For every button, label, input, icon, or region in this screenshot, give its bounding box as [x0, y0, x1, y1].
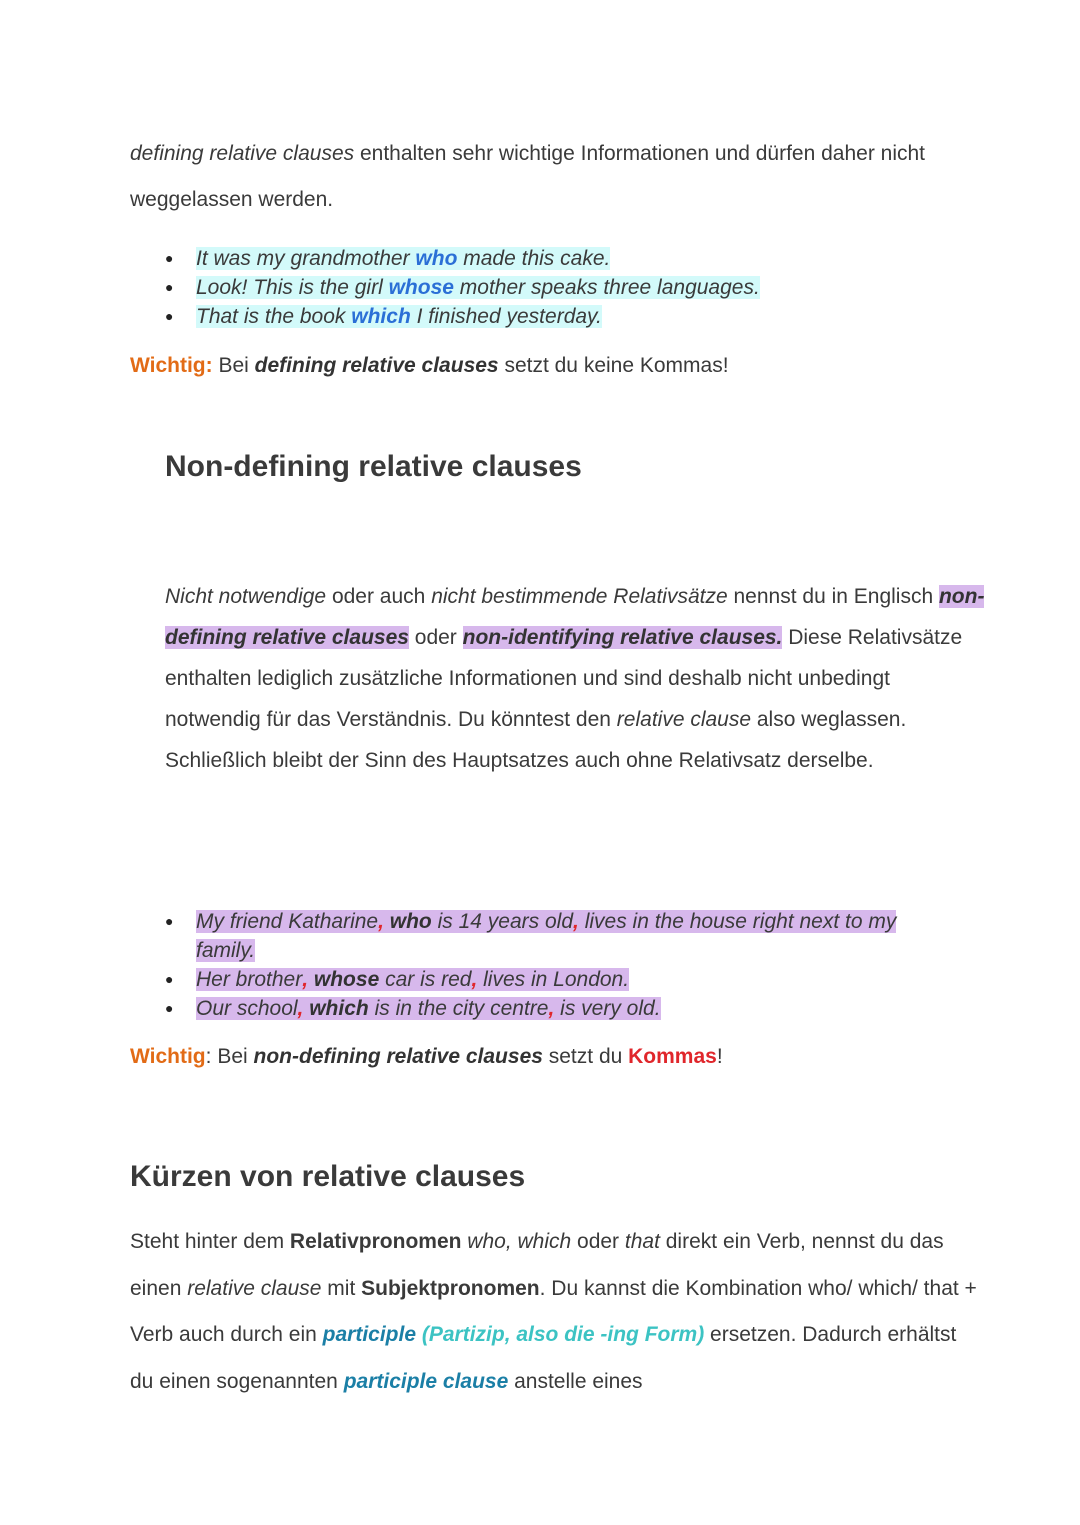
note-emphasis: Kommas — [628, 1045, 717, 1068]
participle-term: participle — [322, 1323, 417, 1346]
example-highlight — [196, 276, 760, 299]
example-highlight — [196, 247, 610, 270]
example-text: My friend Katharine — [196, 910, 379, 933]
wichtig-note-non-defining — [130, 1043, 723, 1071]
example-text: It was my grandmother — [196, 247, 416, 270]
relative-pronoun: which — [351, 305, 411, 328]
para-text: anstelle eines — [508, 1369, 643, 1393]
bold-term: Subjektpronomen — [361, 1276, 540, 1300]
example-text: is in the city centre — [368, 997, 549, 1020]
highlighted-term: non-identifying relative clauses. — [462, 626, 783, 649]
kuerzen-paragraph — [130, 1219, 980, 1405]
non-defining-paragraph — [165, 576, 985, 781]
comma-mark: , — [378, 910, 384, 933]
italic-term: relative clause — [187, 1276, 322, 1300]
example-text: is 14 years old — [431, 910, 574, 933]
example-highlight — [196, 910, 896, 962]
bullet-icon: ● — [165, 913, 174, 929]
comma-mark: , — [573, 910, 579, 933]
intro-term: defining relative clauses — [130, 142, 355, 165]
wichtig-note-defining — [130, 352, 729, 380]
note-text: : — [205, 1045, 212, 1068]
list-item — [130, 244, 760, 273]
wichtig-label: Wichtig — [130, 1045, 206, 1068]
comma-mark: , — [302, 968, 309, 991]
list-item — [130, 965, 960, 994]
example-highlight — [196, 305, 602, 328]
relative-pronoun: who — [383, 910, 432, 933]
bullet-icon: ● — [165, 279, 174, 295]
italic-term: who, which — [467, 1230, 572, 1253]
para-text: direkt ein Verb, nennst du das einen — [130, 1230, 944, 1300]
wichtig-label: Wichtig: — [130, 354, 213, 377]
example-text: Her brother — [196, 968, 303, 991]
relative-pronoun: whose — [308, 968, 380, 991]
comma-mark: , — [548, 997, 555, 1020]
example-text: I finished yesterday. — [410, 305, 602, 328]
example-text: lives in London. — [477, 968, 630, 991]
example-text: Our school — [196, 997, 298, 1020]
note-text: Bei — [212, 354, 255, 377]
list-item — [130, 994, 960, 1023]
relative-pronoun: whose — [388, 276, 454, 299]
list-item — [130, 302, 760, 331]
example-highlight — [196, 997, 661, 1020]
italic-term: relative clause — [616, 708, 752, 731]
example-text: made this cake. — [457, 247, 611, 270]
note-text: setzt du keine Kommas! — [498, 354, 729, 377]
note-text: setzt du — [542, 1045, 629, 1068]
note-text: ! — [716, 1045, 723, 1068]
bullet-icon: ● — [165, 250, 174, 266]
non-defining-examples-list — [130, 907, 960, 1023]
para-text: Steht hinter dem — [130, 1230, 290, 1253]
para-text: oder auch — [326, 585, 432, 608]
note-term: defining relative clauses — [254, 354, 499, 377]
relative-pronoun: which — [303, 997, 369, 1020]
italic-term: nicht bestimmende Relativsätze — [431, 585, 728, 608]
bullet-icon: ● — [165, 308, 174, 324]
para-text: oder — [408, 626, 463, 649]
participle-explanation: (Partizip, also die -ing Form) — [416, 1323, 705, 1346]
example-text: That is the book — [196, 305, 352, 328]
example-text: Look! This is the girl — [196, 276, 389, 299]
bullet-icon: ● — [165, 1000, 174, 1016]
para-text: Diese Relativsätze enthalten lediglich zusätzliche Informationen und sind deshalb nicht unbedingt notwendig für das Verständnis. Du könntest den — [165, 626, 963, 731]
para-text: oder — [571, 1230, 625, 1253]
highlighted-term: non-defining relative clauses — [165, 585, 985, 649]
example-text: lives in the house right next to my family. — [196, 910, 897, 962]
example-text: car is red — [379, 968, 472, 991]
note-text: Bei — [211, 1045, 254, 1068]
relative-pronoun: who — [415, 247, 458, 270]
intro-text: enthalten sehr wichtige Informationen und dürfen daher nicht weggelassen werden. — [130, 142, 926, 211]
comma-mark: , — [471, 968, 478, 991]
italic-term: Nicht notwendige — [165, 585, 327, 608]
participle-clause-term: participle clause — [343, 1369, 509, 1393]
list-item — [130, 907, 960, 965]
intro-paragraph — [130, 131, 990, 223]
section-heading-non-defining: Non-defining relative clauses — [165, 450, 582, 483]
para-text: ersetzen. Dadurch erhältst du einen sogenannten — [130, 1323, 957, 1393]
defining-examples-list — [130, 244, 760, 331]
note-term: non-defining relative clauses — [253, 1045, 543, 1068]
para-text: also weglassen. Schließlich bleibt der Sinn des Hauptsatzes auch ohne Relativsatz derselbe. — [165, 708, 907, 772]
comma-mark: , — [297, 997, 304, 1020]
list-item — [130, 273, 760, 302]
example-text: mother speaks three languages. — [453, 276, 760, 299]
example-text: is very old. — [554, 997, 661, 1020]
example-highlight — [196, 968, 629, 991]
para-text: mit — [321, 1276, 362, 1300]
section-heading-kuerzen: Kürzen von relative clauses — [130, 1160, 526, 1193]
bold-term: Relativpronomen — [289, 1230, 462, 1253]
bullet-icon: ● — [165, 971, 174, 987]
para-text: . Du kannst die Kombination who/ which/ that + Verb auch durch ein — [130, 1276, 977, 1346]
para-text: nennst du in Englisch — [727, 585, 939, 608]
italic-term: that — [624, 1230, 660, 1253]
